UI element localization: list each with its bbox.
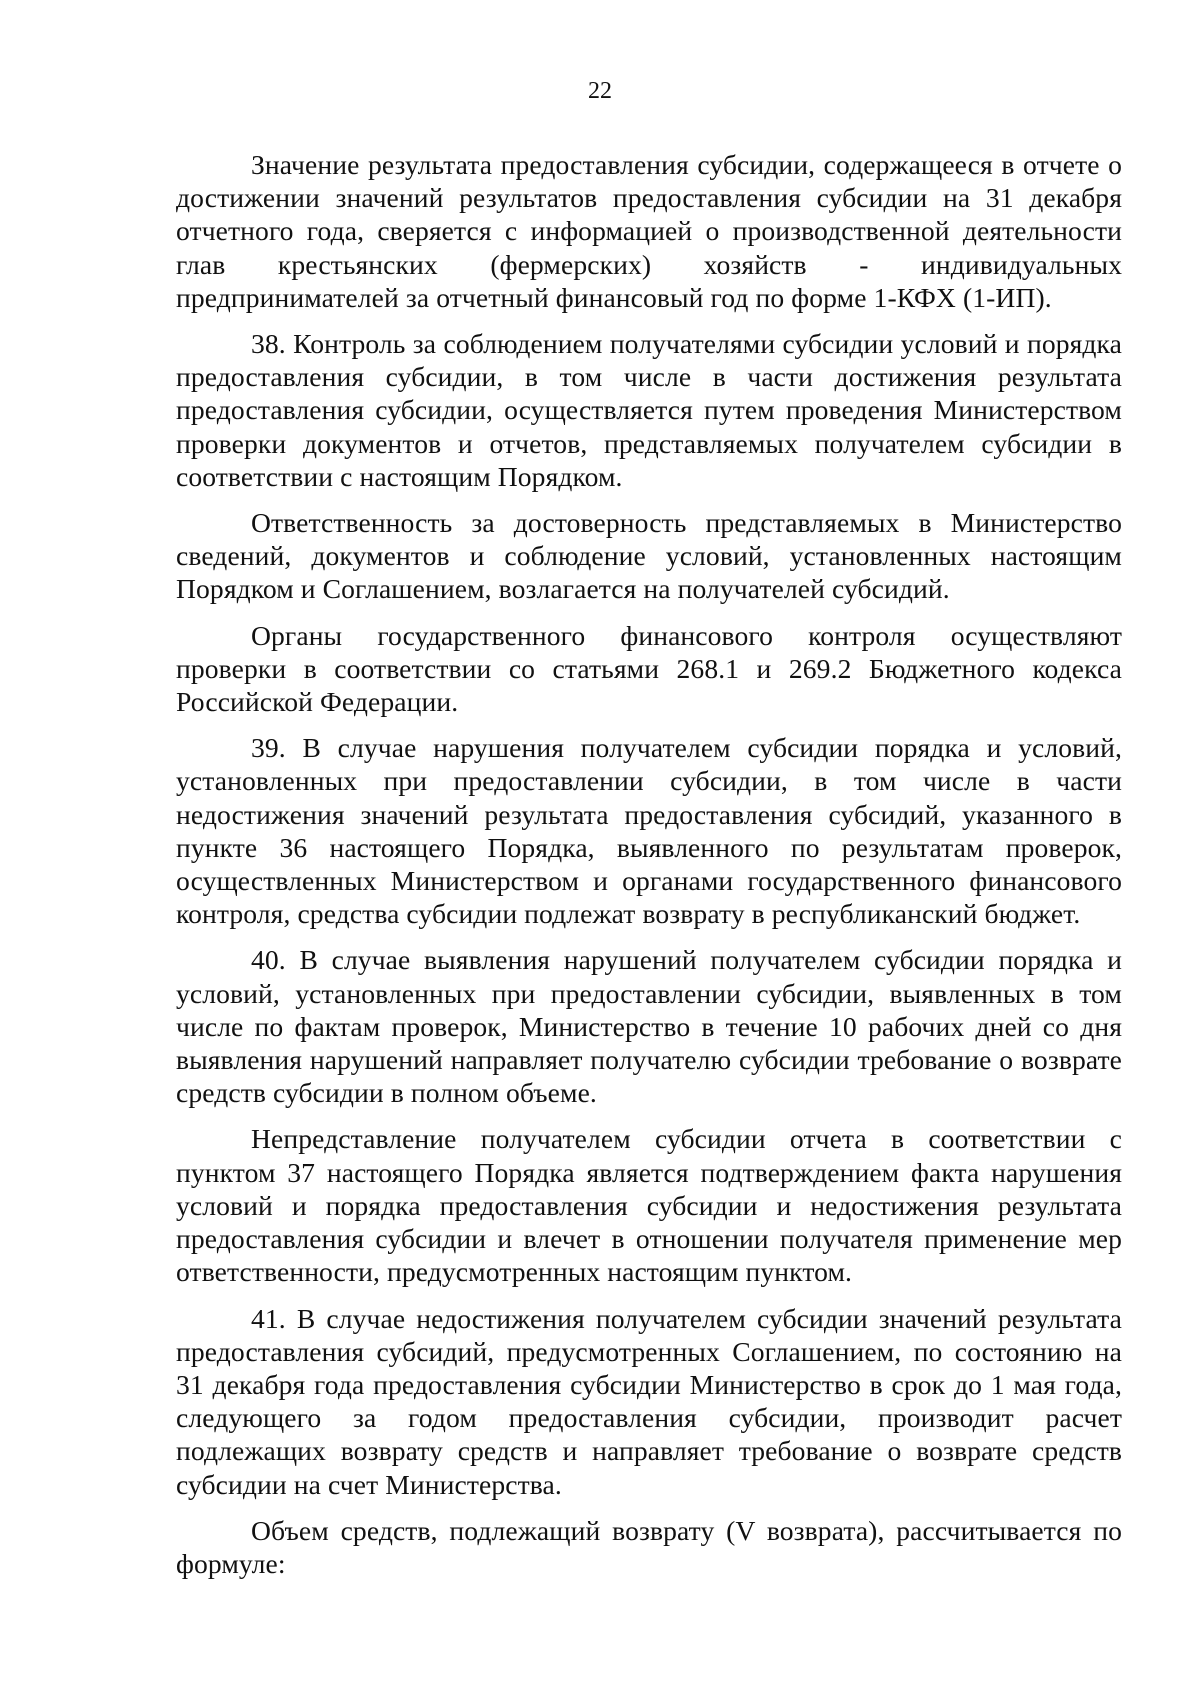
paragraph-report-nonsubmission: Непредставление получателем субсидии отчета в соответствии с пунктом 37 настоящего Порядка является подтверждением факта нарушения условий и порядка предоставления субсидии и недостижения результата предоставления субсидии и влечет в отношении получателя применение мер ответственности, предусмотренных настоящим пунктом. bbox=[176, 1123, 1122, 1288]
paragraph-39-violation-return: 39. В случае нарушения получателем субсидии порядка и условий, установленных при предоставлении субсидии, в том числе в части недостижения значений результата предоставления субсидий, указанного в пункте 36 настоящего Порядка, выявленного по результатам проверок, осуществленных Министерством и органами государственного финансового контроля, средства субсидии подлежат возврату в республиканский бюджет. bbox=[176, 732, 1122, 930]
paragraph-40-return-requirement: 40. В случае выявления нарушений получателем субсидии порядка и условий, установленных при предоставлении субсидии, выявленных в том числе по фактам проверок, Министерство в течение 10 рабочих дней со дня выявления нарушений направляет получателю субсидии требование о возврате средств субсидии в полном объеме. bbox=[176, 944, 1122, 1109]
paragraph-responsibility: Ответственность за достоверность представляемых в Министерство сведений, документов и соблюдение условий, установленных настоящим Порядком и Соглашением, возлагается на получателей субсидий. bbox=[176, 507, 1122, 605]
paragraph-return-volume-formula: Объем средств, подлежащий возврату (V возврата), рассчитывается по формуле: bbox=[176, 1514, 1122, 1579]
paragraph-38-control: 38. Контроль за соблюдением получателями субсидии условий и порядка предоставления субсидии, в том числе в части достижения результата предоставления субсидии, осуществляется путем проведения Министерством проверки документов и отчетов, представляемых получателем субсидии в соответствии с настоящим Порядком. bbox=[176, 328, 1122, 492]
document-body bbox=[176, 148, 1122, 1593]
paragraph-41-nonachievement: 41. В случае недостижения получателем субсидии значений результата предоставления субсидий, предусмотренных Соглашением, по состоянию на 31 декабря года предоставления субсидии Министерство в срок до 1 мая года, следующего за годом предоставления субсидии, производит расчет подлежащих возврату средств и направляет требование о возврате средств субсидии на счет Министерства. bbox=[176, 1302, 1122, 1500]
paragraph-financial-control-bodies: Органы государственного финансового контроля осуществляют проверки в соответствии со статьями 268.1 и 269.2 Бюджетного кодекса Российской Федерации. bbox=[176, 619, 1122, 718]
page-number: 22 bbox=[588, 78, 612, 104]
paragraph-result-value-check: Значение результата предоставления субсидии, содержащееся в отчете о достижении значений результатов предоставления субсидии на 31 декабря отчетного года, сверяется с информацией о производственной деятельности глав крестьянских (фермерских) хозяйств - индивидуальных предпринимателей за отчетный финансовый год по форме 1-КФХ (1-ИП). bbox=[176, 149, 1122, 313]
